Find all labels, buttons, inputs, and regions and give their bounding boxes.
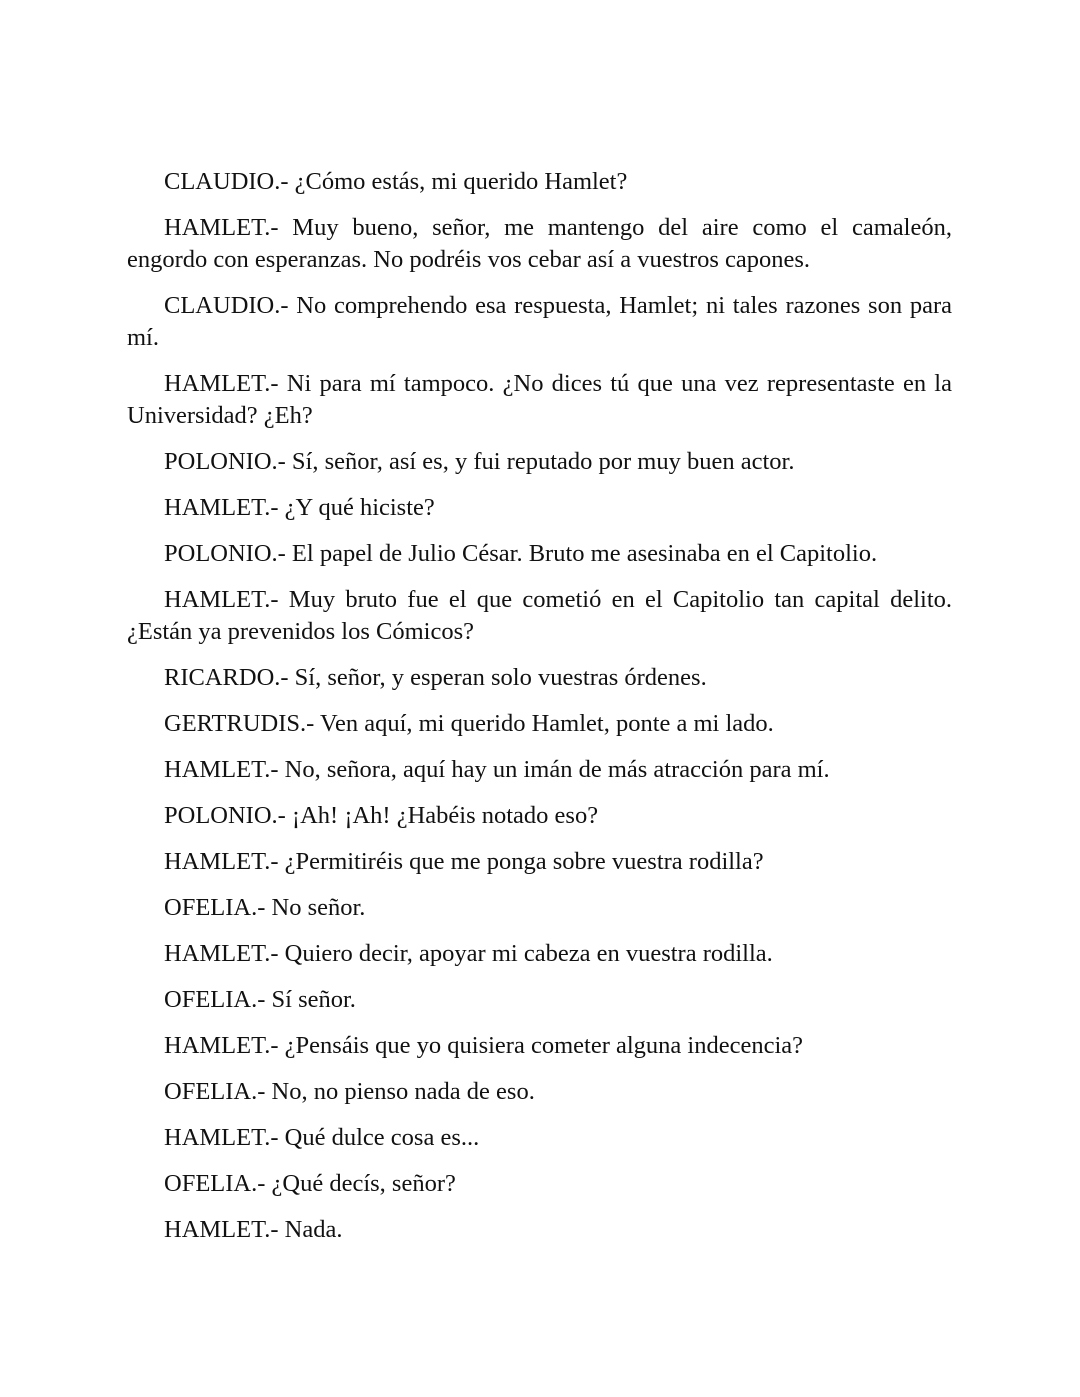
dialogue-line-hamlet: HAMLET.- Nada. xyxy=(164,1216,343,1243)
dialogue-line-ofelia: OFELIA.- ¿Qué decís, señor? xyxy=(164,1170,456,1197)
dialogue-line-claudio: CLAUDIO.- No comprehendo esa respuesta, Hamlet; ni tales razones son para mí. xyxy=(127,292,952,351)
dialogue-line-hamlet: HAMLET.- ¿Permitiréis que me ponga sobre vuestra rodilla? xyxy=(164,848,764,875)
dialogue-line-ofelia: OFELIA.- Sí señor. xyxy=(164,986,356,1013)
dialogue-line-ofelia: OFELIA.- No señor. xyxy=(164,894,366,921)
dialogue-line-polonio: POLONIO.- ¡Ah! ¡Ah! ¿Habéis notado eso? xyxy=(164,802,599,829)
dialogue-line-ofelia: OFELIA.- No, no pienso nada de eso. xyxy=(164,1078,535,1105)
dialogue-line-hamlet: HAMLET.- Muy bruto fue el que cometió en el Capitolio tan capital delito. ¿Están ya prevenidos los Cómicos? xyxy=(127,586,952,645)
dialogue-line-claudio: CLAUDIO.- ¿Cómo estás, mi querido Hamlet? xyxy=(164,168,628,195)
dialogue-line-hamlet: HAMLET.- No, señora, aquí hay un imán de más atracción para mí. xyxy=(164,756,830,783)
document-page xyxy=(127,166,952,1260)
dialogue-line-hamlet: HAMLET.- Muy bueno, señor, me mantengo del aire como el camaleón, engordo con esperanzas. No podréis vos cebar así a vuestros capones. xyxy=(127,214,952,273)
dialogue-line-polonio: POLONIO.- Sí, señor, así es, y fui reputado por muy buen actor. xyxy=(164,448,795,475)
dialogue-line-gertrudis: GERTRUDIS.- Ven aquí, mi querido Hamlet, ponte a mi lado. xyxy=(164,710,774,737)
dialogue-line-ricardo: RICARDO.- Sí, señor, y esperan solo vuestras órdenes. xyxy=(164,664,707,691)
dialogue-line-polonio: POLONIO.- El papel de Julio César. Bruto me asesinaba en el Capitolio. xyxy=(164,540,878,567)
dialogue-line-hamlet: HAMLET.- Quiero decir, apoyar mi cabeza en vuestra rodilla. xyxy=(164,940,773,967)
dialogue-line-hamlet: HAMLET.- ¿Pensáis que yo quisiera cometer alguna indecencia? xyxy=(164,1032,804,1059)
dialogue-line-hamlet: HAMLET.- ¿Y qué hiciste? xyxy=(164,494,435,521)
dialogue-line-hamlet: HAMLET.- Qué dulce cosa es... xyxy=(164,1124,480,1151)
dialogue-line-hamlet: HAMLET.- Ni para mí tampoco. ¿No dices tú que una vez representaste en la Universidad? ¿Eh? xyxy=(127,370,952,429)
